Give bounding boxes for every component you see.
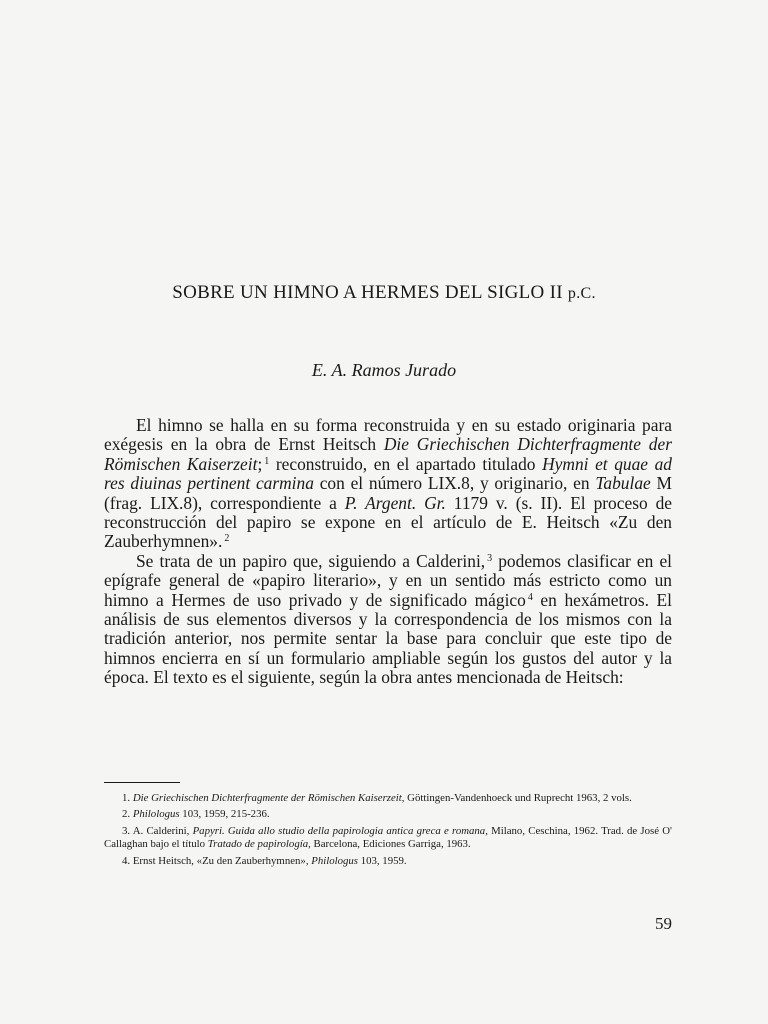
paragraph-2 (104, 552, 672, 688)
footnote-text: 103, 1959. (358, 854, 407, 867)
footnote-1 (104, 792, 672, 805)
footnote-4 (104, 855, 672, 868)
footnote-italic: Tratado de papirología (207, 838, 309, 851)
p1-sep: ; (257, 453, 263, 474)
article-body (104, 416, 672, 688)
p2-text-2: podemos clasificar en el epígrafe general de «papiro literario», y en un sentido más estricto como un himno a Hermes de uso privado y de significado mágico (104, 550, 672, 610)
p1-papyrus: P. Argent. Gr. (344, 492, 446, 513)
p2-text-3: en hexámetros. El análisis de sus elementos diversos y la correspondencia de los mismos con la tradición anterior, nos permite sentar la base para concluir que este tipo de himnos encierra en sí un formulario ampliable según los gustos del autor y la época. El texto es el siguiente, según la obra antes mencionada de Heitsch: (104, 589, 672, 688)
footnote-text: , Göttingen-Vandenhoeck und Ruprecht 1963, 2 vols. (401, 792, 632, 804)
footnote-italic: Philologus (132, 808, 180, 821)
footnote-text: , Barcelona, Ediciones Garriga, 1963. (308, 838, 471, 851)
footnote-ref-3[interactable]: 3 (487, 552, 493, 564)
footnote-ref-2[interactable]: 2 (224, 533, 230, 545)
title-main: SOBRE UN HIMNO A HERMES DEL SIGLO II (172, 282, 563, 303)
footnote-number: 4. (122, 854, 131, 867)
footnote-divider (104, 782, 180, 783)
footnote-ref-4[interactable]: 4 (527, 591, 533, 603)
footnote-text: 103, 1959, 215-236. (179, 808, 270, 821)
page-number: 59 (655, 914, 672, 933)
title-suffix: p.C. (567, 285, 596, 302)
author-name: E. A. Ramos Jurado (311, 360, 457, 380)
footnotes (104, 792, 672, 871)
footnote-italic: Die Griechischen Dichterfragmente der Römischen Kaiserzeit (132, 792, 402, 804)
p1-text-2: reconstruido, en el apartado titulado (269, 453, 543, 474)
p1-text-3: con el número LIX.8, y originario, en (313, 473, 596, 494)
p1-text-4: M (frag. LIX.8), correspondiente a (104, 473, 673, 513)
footnote-italic: Philologus (311, 854, 359, 867)
footnote-number: 3. (122, 824, 131, 837)
footnote-italic: Papyri. Guida allo studio della papirologia antica greca e romana (192, 824, 486, 837)
article-title (0, 282, 768, 304)
p2-text-1: Se trata de un papiro que, siguiendo a Calderini, (136, 550, 486, 571)
p1-text-5: 1179 v. (s. II). El proceso de reconstrucción del papiro se expone en el artículo de E. Heitsch «Zu den Zauberhymnen». (104, 492, 673, 552)
footnote-3 (104, 825, 672, 852)
footnote-text: A. Calderini, (132, 824, 193, 837)
p1-work-title: Die Griechischen Dichterfragmente der Römischen Kaiserzeit (104, 434, 672, 474)
footnote-ref-1[interactable]: 1 (264, 455, 270, 467)
footnote-number: 1. (122, 792, 131, 804)
paragraph-1 (104, 416, 672, 552)
footnote-text: Ernst Heitsch, «Zu den Zauberhymnen», (132, 854, 312, 867)
p1-section-title: Hymni et quae ad res diuinas pertinent carmina (104, 453, 673, 494)
footnote-2 (104, 808, 672, 821)
footnote-number: 2. (122, 808, 131, 821)
p1-text-1: El himno se halla en su forma reconstruida y en su estado originaria para exégesis en la obra de Ernst Heitsch (104, 415, 672, 455)
p1-tabulae: Tabulae (595, 473, 651, 494)
footnote-text: , Milano, Ceschina, 1962. Trad. de José O' Callaghan bajo el título (104, 824, 672, 851)
